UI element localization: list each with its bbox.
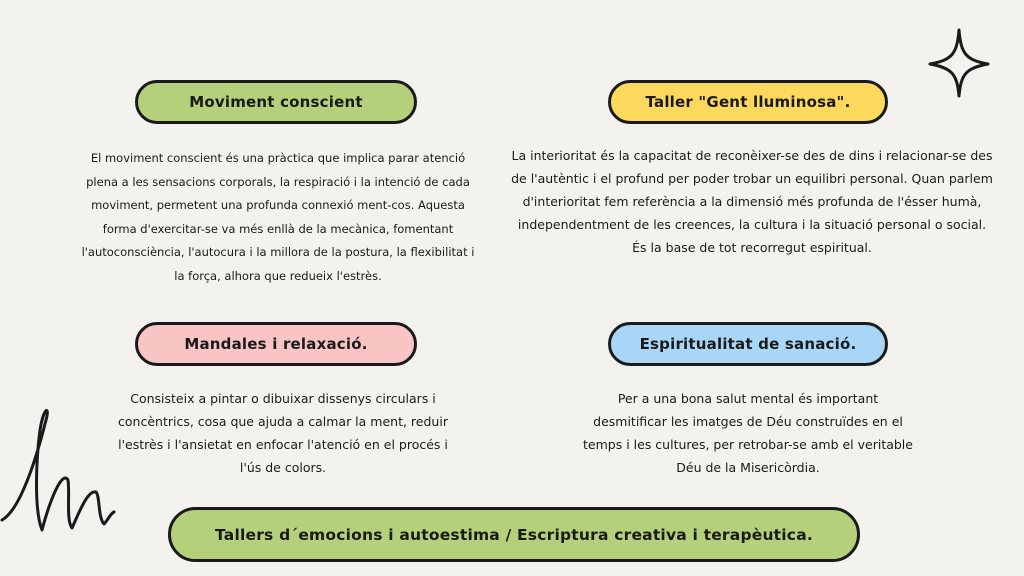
- sparkle-icon: [926, 26, 992, 100]
- moviment-title-pill: [135, 80, 417, 124]
- espiritualitat-text: Per a una bona salut mental és important desmitificar les imatges de Déu construïdes en el temps i les cultures, per retrobar-se amb el veritable Déu de la Misericòrdia.: [583, 391, 913, 475]
- scribble-icon: [0, 400, 118, 540]
- mandales-title: Mandales i relaxació.: [184, 335, 368, 353]
- taller-title-pill: [608, 80, 888, 124]
- mandales-text: Consisteix a pintar o dibuixar dissenys circulars i concèntrics, cosa que ajuda a calmar la ment, reduir l'estrès i l'ansietat en enfocar l'atenció en el procés i l'ús de colors.: [118, 391, 448, 475]
- footer-banner: [168, 507, 860, 562]
- moviment-title: Moviment conscient: [189, 93, 363, 111]
- espiritualitat-title: Espiritualitat de sanació.: [639, 335, 857, 353]
- mandales-title-pill: [135, 322, 417, 366]
- espiritualitat-title-pill: [608, 322, 888, 366]
- taller-title: Taller "Gent lluminosa".: [645, 93, 851, 111]
- moviment-text: El moviment conscient és una pràctica que implica parar atenció plena a les sensacions corporals, la respiració i la intenció de cada moviment, permetent una profunda connexió ment-cos. Aquesta forma d'exercitar-se va més enllà de la mecànica, fomentant l'autoconsciència, l'autocura i la millora de la postura, la flexibilitat i la força, alhora que redueix l'estrès.: [81, 151, 475, 283]
- footer-label: Tallers d´emocions i autoestima / Escriptura creativa i terapèutica.: [215, 525, 813, 544]
- taller-text: La interioritat és la capacitat de reconèixer-se des de dins i relacionar-se des de l'autèntic i el profund per poder trobar un equilibri personal. Quan parlem d'interioritat fem referència a la dimensió més profunda de l'ésser humà, independentment de les creences, la cultura i la situació personal o social. És la base de tot recorregut espiritual.: [511, 148, 993, 255]
